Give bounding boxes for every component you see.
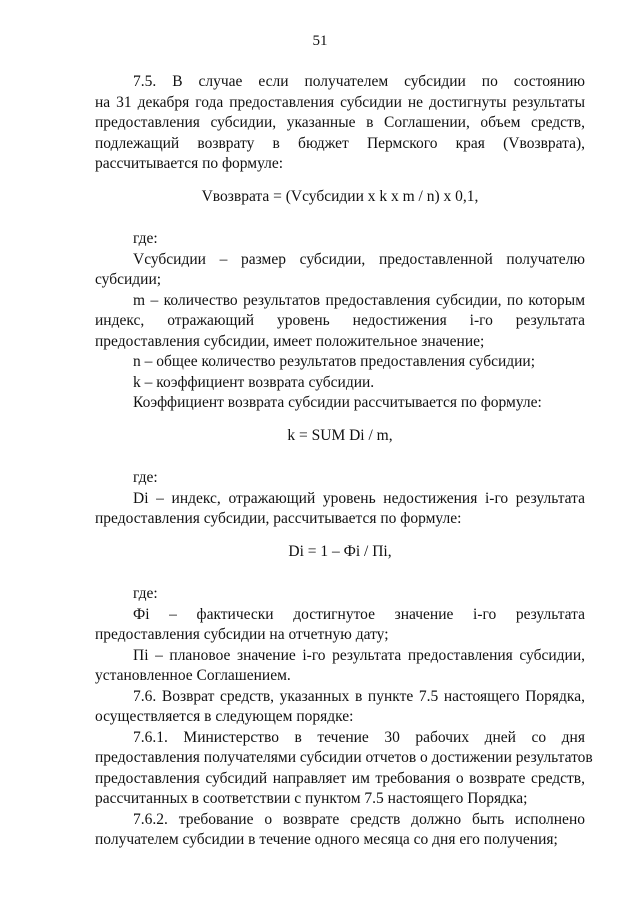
definition-v-subsidy [95,250,585,291]
page-number: 51 [312,33,328,49]
text-line: 7.6.2. требование о возврате средств должно быть исполнено [133,810,585,828]
text-line: m – количество результатов предоставления субсидии, по которым [133,291,585,309]
where-label: где: [133,585,158,602]
text-line: Фi – фактически достигнутое значение i-го результата [133,605,585,623]
text-line: Di – индекс, отражающий уровень недостижения i-го результата [133,489,585,507]
text-line: подлежащий возврату в бюджет Пермского края (Vвозврата), [95,134,585,152]
formula-k: k = SUM Di / m, [287,426,393,444]
text-line: предоставления субсидии на отчетную дату; [95,626,389,643]
definition-pi [95,646,585,687]
text-line: рассчитанных в соответствии с пунктом 7.5 настоящего Порядка; [95,790,528,807]
paragraph-7-6-1 [95,728,593,810]
coefficient-intro: Коэффициент возврата субсидии рассчитывается по формуле: [133,394,542,411]
text-line: осуществляется в следующем порядке: [95,708,354,725]
text-line: предоставления субсидии, рассчитывается по формуле: [95,510,462,527]
definition-k: k – коэффициент возврата субсидии. [133,373,375,391]
text-line: субсидии; [95,271,162,288]
definition-n: n – общее количество результатов предоставления субсидии; [133,353,536,370]
formula-di: Di = 1 – Фi / Пi, [288,542,392,560]
paragraph-7-6-2 [95,810,585,851]
text-line: Пi – плановое значение i-го результата предоставления субсидии, [133,646,585,664]
definition-fi [95,605,585,646]
text-line: предоставления субсидии, имеет положительное значение; [95,332,485,350]
text-line: на 31 декабря года предоставления субсидии не достигнуты результаты [95,93,585,111]
where-label: где: [133,469,158,486]
definition-m [95,291,585,353]
text-line: 7.6. Возврат средств, указанных в пункте 7.5 настоящего Порядка, [133,687,585,705]
formula-v-return: Vвозврата = (Vсубсидии x k x m / n) x 0,1, [201,187,479,205]
text-line: Vсубсидии – размер субсидии, предоставленной получателю [133,250,585,268]
paragraph-7-5 [95,72,585,175]
text-line: предоставления субсидии, указанные в Соглашении, объем средств, [95,114,585,131]
text-line: 7.6.1. Министерство в течение 30 рабочих дней со дня [133,728,585,746]
text-line: предоставления получателями субсидии отчетов о достижении результатов [95,749,593,766]
text-line: предоставления субсидий направляет им требования о возврате средств, [95,769,585,787]
document-body [95,62,593,851]
where-label: где: [133,230,158,247]
paragraph-7-6 [95,687,585,728]
text-line: получателем субсидии в течение одного месяца со дня его получения; [95,831,558,848]
text-line: индекс, отражающий уровень недостижения i-го результата [95,312,585,329]
text-line: 7.5. В случае если получателем субсидии по состоянию [133,73,585,90]
text-line: установленное Соглашением. [95,667,291,684]
text-line: рассчитывается по формуле: [95,155,284,172]
definition-di [95,489,585,530]
